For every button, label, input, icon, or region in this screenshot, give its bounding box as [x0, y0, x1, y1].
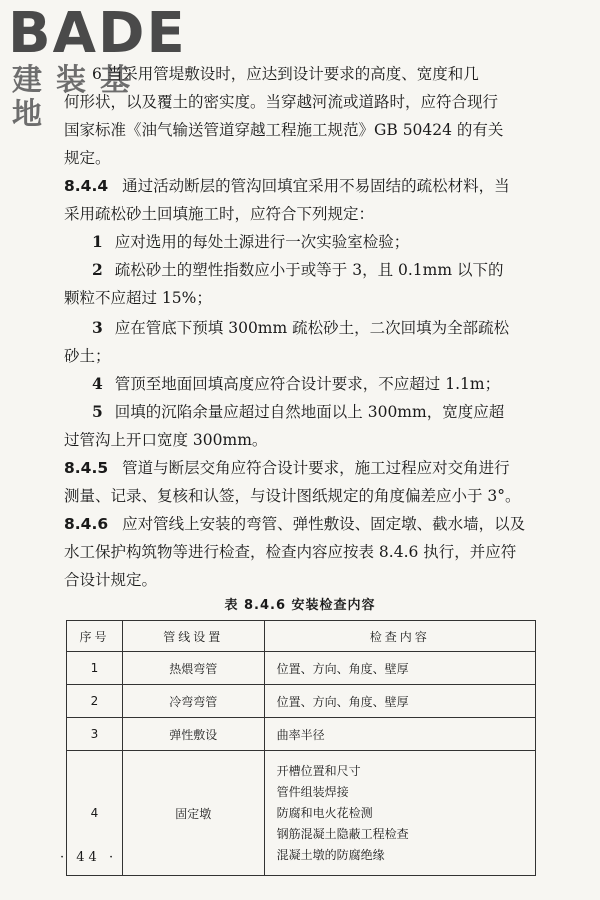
logo-subtitle: 建装基地: [12, 63, 144, 132]
item-number: 1: [92, 232, 103, 251]
item-number: 5: [92, 402, 103, 421]
text-line: 何形状，以及覆土的密实度。当穿越河流或道路时，应符合现行: [64, 93, 499, 111]
text-line: 国家标准《油气输送管道穿越工程施工规范》GB 50424 的有关: [64, 121, 504, 139]
table-header-row: [67, 621, 536, 652]
clause-8-4-6: [64, 510, 564, 538]
cell-no: 4: [67, 751, 123, 876]
list-item: [92, 256, 592, 284]
cell-item: 冷弯弯管: [122, 685, 264, 718]
clause-text: 通过活动断层的管沟回填宜采用不易固结的疏松材料，当: [122, 177, 510, 195]
text-line: 水工保护构筑物等进行检查，检查内容应按表 8.4.6 执行，并应符: [64, 543, 517, 561]
text-line: 6 当采用管堤敷设时，应达到设计要求的高度、宽度和几: [92, 65, 479, 83]
item-text: 回填的沉陷余量应超过自然地面以上 300mm，宽度应超: [114, 403, 505, 421]
item-text: 应在管底下预填 300mm 疏松砂土，二次回填为全部疏松: [114, 319, 510, 337]
cell-item: 热煨弯管: [122, 652, 264, 685]
logo-brand: BADE: [8, 1, 187, 66]
text-line: 规定。: [64, 149, 111, 167]
cell-content: 位置、方向、角度、壁厚: [264, 652, 535, 685]
content-line: 钢筋混凝土隐蔽工程检查: [276, 826, 409, 841]
cell-content: 曲率半径: [264, 718, 535, 751]
item-number: 3: [92, 318, 103, 337]
cell-content-list: [264, 751, 535, 876]
cell-no: 3: [67, 718, 123, 751]
cell-item: 弹性敷设: [122, 718, 264, 751]
text-line: 砂土；: [64, 347, 111, 365]
table-row: [67, 751, 536, 876]
clause-number: 8.4.5: [64, 459, 109, 477]
table-caption: 表 8.4.6 安装检查内容: [224, 598, 376, 613]
table-row: [67, 718, 536, 751]
text-line: 合设计规定。: [64, 571, 158, 589]
clause-text: 管道与断层交角应符合设计要求，施工过程应对交角进行: [122, 459, 510, 477]
cell-content: 位置、方向、角度、壁厚: [264, 685, 535, 718]
item-number: 2: [92, 260, 103, 279]
content-line: 开槽位置和尺寸: [276, 763, 361, 778]
clause-number: 8.4.4: [64, 177, 109, 195]
item-text: 管顶至地面回填高度应符合设计要求，不应超过 1.1m；: [114, 375, 501, 393]
clause-8-4-5: [64, 454, 564, 482]
list-item: [92, 228, 592, 256]
header-content: 检查内容: [264, 621, 535, 652]
table-row: [67, 685, 536, 718]
text-line: 测量、记录、复核和认签，与设计图纸规定的角度偏差应小于 3°。: [64, 487, 521, 505]
list-item: [92, 370, 592, 398]
item-number: 4: [92, 374, 103, 393]
clause-number: 8.4.6: [64, 515, 109, 533]
header-item: 管线设置: [122, 621, 264, 652]
content-line: 混凝土墩的防腐绝缘: [276, 847, 385, 862]
inspection-table: [66, 620, 536, 876]
clause-text: 应对管线上安装的弯管、弹性敷设、固定墩、截水墙，以及: [122, 515, 526, 533]
clause-8-4-4: [64, 172, 564, 200]
header-no: 序号: [67, 621, 123, 652]
text-line: 采用疏松砂土回填施工时，应符合下列规定：: [64, 205, 375, 223]
item-text: 应对选用的每处土源进行一次实验室检验；: [114, 233, 410, 251]
cell-no: 1: [67, 652, 123, 685]
list-item: [92, 314, 592, 342]
table-row: [67, 652, 536, 685]
content-line: 防腐和电火花检测: [276, 805, 373, 820]
page-number: · 44 ·: [60, 850, 118, 865]
text-line: 过管沟上开口宽度 300mm。: [64, 431, 268, 449]
cell-no: 2: [67, 685, 123, 718]
item-text: 疏松砂土的塑性指数应小于或等于 3，且 0.1mm 以下的: [114, 261, 504, 279]
list-item: [92, 398, 592, 426]
cell-item: 固定墩: [122, 751, 264, 876]
content-line: 管件组装焊接: [276, 784, 349, 799]
text-line: 颗粒不应超过 15%；: [64, 289, 212, 307]
